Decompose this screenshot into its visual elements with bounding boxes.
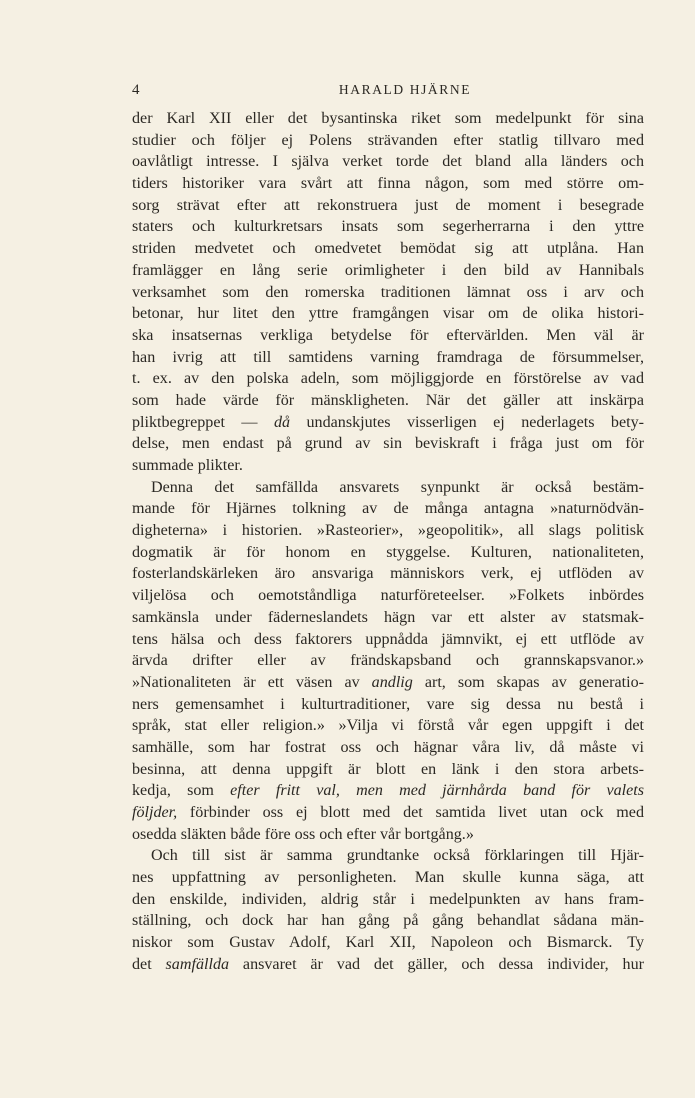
- text-line: [132, 802, 644, 824]
- italic-text: följder,: [132, 804, 178, 821]
- body-text: [132, 108, 644, 976]
- text-segment: förbinder oss ej blott med det samtida livet utan ock med: [177, 804, 644, 821]
- text-line: [132, 759, 644, 781]
- text-segment: fosterlandskärleken äro ansvariga människors verk, ej utflöden av: [132, 565, 644, 583]
- text-segment: som hade värde för mänskligheten. När det gäller att inskärpa: [132, 391, 644, 409]
- text-line: [132, 694, 644, 716]
- italic-text: då: [273, 413, 291, 431]
- text-segment: språk, stat eller religion.» »Vilja vi förstå vår egen uppgift i det: [132, 717, 644, 735]
- text-segment: undanskjutes visserligen ej nederlagets bety-: [290, 413, 644, 431]
- page-number: 4: [132, 82, 140, 98]
- text-segment: sorg strävat efter att rekonstruera just de moment i besegrade: [132, 196, 644, 214]
- text-segment: nes uppfattning av personligheten. Man skulle kunna säga, att: [132, 869, 644, 887]
- text-segment: ansvaret är vad det gäller, och dessa individer, hur: [229, 955, 645, 973]
- text-segment: delse, men endast på grund av sin beviskraft i fråga just om för: [132, 435, 644, 453]
- text-line: [132, 954, 644, 976]
- text-segment: den enskilde, individen, aldrig står i medelpunkten av hans fram-: [132, 890, 644, 908]
- italic-text: efter fritt val, men med järnhårda band för valets: [230, 782, 645, 800]
- text-segment: samkänsla under fäderneslandets hägn var ett alster av statsmak-: [132, 608, 644, 626]
- text-line: [132, 282, 644, 304]
- text-segment: mande för Hjärnes tolkning av de många antagna »naturnödvän-: [132, 500, 644, 518]
- text-line: [132, 737, 644, 759]
- text-line: [132, 629, 644, 651]
- text-segment: ners gemensamhet i kulturtraditioner, vare sig dessa nu bestå i: [132, 695, 644, 713]
- text-line: [132, 173, 644, 195]
- text-line: [132, 672, 644, 694]
- text-segment: Och till sist är samma grundtanke också förklaringen till Hjär-: [151, 847, 644, 865]
- text-segment: han ivrig att till samtidens varning framdraga de försummelser,: [132, 348, 644, 366]
- text-segment: samhälle, som har fostrat oss och hägnar våra liv, då måste vi: [132, 738, 644, 756]
- text-line: [132, 867, 644, 889]
- text-line: [132, 585, 644, 607]
- text-line: [132, 347, 644, 369]
- italic-text: andlig: [371, 673, 413, 691]
- text-line: [132, 238, 644, 260]
- italic-text: samfällda: [165, 955, 230, 973]
- text-line: [132, 151, 644, 173]
- running-head: [132, 82, 644, 102]
- text-segment: kedja, som: [132, 782, 231, 800]
- text-segment: viljelösa och oemotståndliga naturföreteelser. »Folkets inbördes: [132, 587, 644, 605]
- text-segment: »Nationaliteten är ett väsen av: [132, 673, 372, 691]
- text-segment: ska insatsernas verkliga betydelse för eftervärlden. Men väl är: [132, 326, 644, 344]
- text-line: [132, 910, 644, 932]
- text-segment: ärvda drifter eller av frändskapsband och grannskapsvanor.»: [132, 652, 644, 670]
- text-line: [132, 325, 644, 347]
- text-line: [132, 108, 644, 130]
- text-segment: niskor som Gustav Adolf, Karl XII, Napoleon och Bismarck. Ty: [132, 934, 644, 952]
- text-segment: ställning, och dock har han gång på gång behandlat sådana män-: [132, 912, 644, 930]
- text-segment: digheterna» i historien. »Rasteorier», »geopolitik», all slags politisk: [132, 522, 644, 540]
- text-segment: der Karl XII eller det bysantinska riket som medelpunkt för sina: [132, 110, 644, 127]
- text-segment: framlägger en lång serie orimligheter i den bild av Hannibals: [132, 261, 644, 279]
- text-segment: striden medvetet och omedvetet bemödat sig att utplåna. Han: [132, 240, 644, 258]
- text-segment: besinna, att denna uppgift är blott en länk i den stora arbets-: [132, 760, 644, 778]
- text-line: [132, 368, 644, 390]
- text-line: [132, 455, 644, 477]
- text-line: [132, 216, 644, 238]
- text-line: [132, 390, 644, 412]
- text-line: [132, 130, 644, 152]
- text-segment: staters och kulturkretsars insats som segerherrarna i den yttre: [132, 218, 644, 236]
- text-line: [132, 563, 644, 585]
- text-line: [132, 542, 644, 564]
- text-line: [132, 607, 644, 629]
- text-segment: tens hälsa och dess faktorers uppnådda jämnvikt, ej ett utflöde av: [132, 630, 644, 648]
- text-line: [132, 260, 644, 282]
- text-segment: pliktbegreppet —: [132, 413, 274, 431]
- text-segment: osedda släkten både före oss och efter vår bortgång.»: [132, 825, 474, 843]
- text-line: [132, 303, 644, 325]
- text-segment: verksamhet som den romerska traditionen lämnat oss i arv och: [132, 283, 644, 301]
- text-segment: studier och följer ej Polens strävanden efter statlig tillvaro med: [132, 131, 644, 149]
- text-segment: summade plikter.: [132, 457, 243, 474]
- text-line: [132, 715, 644, 737]
- text-line: [132, 932, 644, 954]
- text-segment: Denna det samfällda ansvarets synpunkt är också bestäm-: [151, 478, 644, 496]
- text-line: [132, 433, 644, 455]
- text-line: [132, 824, 644, 846]
- text-segment: t. ex. av den polska adeln, som möjliggjorde en förstörelse av vad: [132, 370, 644, 388]
- text-line: [132, 889, 644, 911]
- text-segment: oavlåtligt intresse. I själva verket torde det bland alla länders och: [132, 153, 644, 171]
- text-line: [132, 780, 644, 802]
- text-line: [132, 520, 644, 542]
- text-segment: tiders historiker vara svårt att finna någon, som med större om-: [132, 175, 644, 193]
- text-line: [132, 412, 644, 434]
- text-segment: art, som skapas av generatio-: [412, 673, 644, 691]
- text-line: [132, 845, 644, 867]
- text-segment: det: [132, 955, 166, 973]
- text-segment: betonar, hur litet den yttre framgången visar om de olika histori-: [132, 305, 644, 323]
- text-line: [132, 650, 644, 672]
- running-title: HARALD HJÄRNE: [338, 82, 472, 97]
- text-line: [132, 477, 644, 499]
- text-segment: dogmatik är för honom en styggelse. Kulturen, nationaliteten,: [132, 543, 644, 561]
- text-line: [132, 498, 644, 520]
- text-line: [132, 195, 644, 217]
